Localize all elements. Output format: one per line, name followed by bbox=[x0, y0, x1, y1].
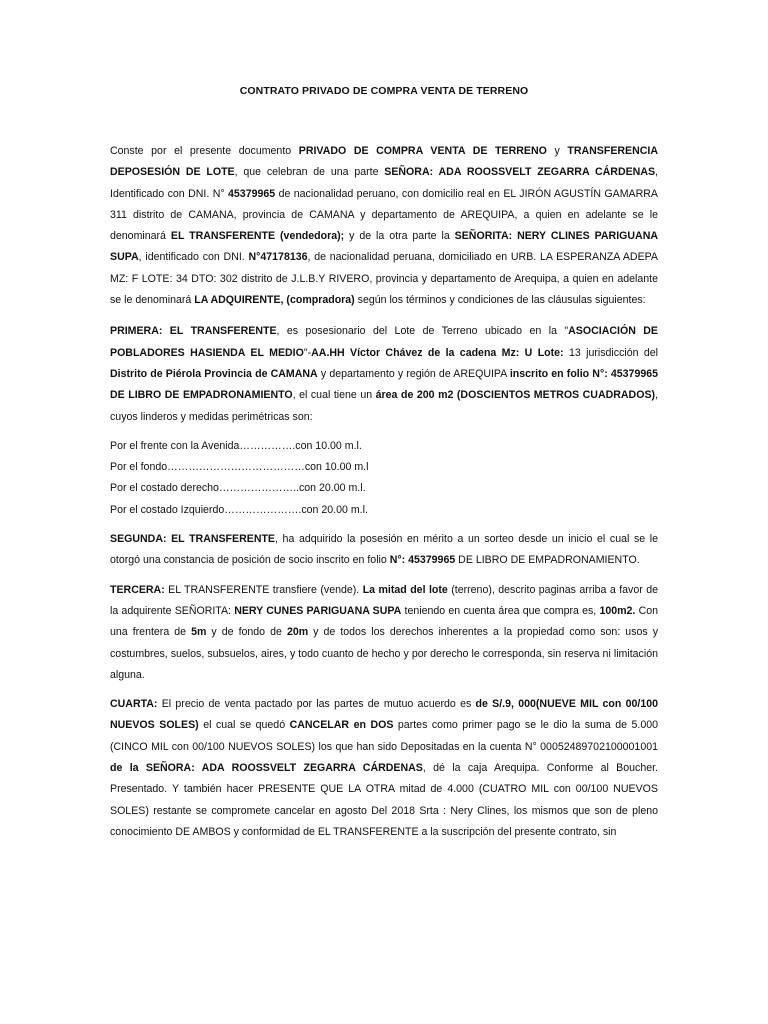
bold-text-run: SEÑORITA: NERY CLINES PARIGUANA SUPA bbox=[110, 230, 658, 264]
text-run: de nacionalidad peruano, con domicilio real en EL JIRÓN AGUSTÍN GAMARRA 311 distrito de CAMANA, provincia de CAMANA y departamento de AREQUIPA, a quien en adelante se le denominará bbox=[110, 187, 658, 243]
bold-text-run: Distrito de Piérola Provincia de CAMANA bbox=[110, 367, 318, 380]
bold-text-run: ASOCIACIÓN DE POBLADORES HASIENDA EL MEDIO bbox=[110, 325, 658, 359]
bold-text-run: PRIMERA: EL TRANSFERENTE bbox=[110, 325, 277, 338]
bold-text-run: AA.HH Víctor Chávez de la cadena Mz: U Lote: bbox=[311, 346, 564, 359]
boundary-front: Por el frente con la Avenida…………….con 10.00 m.l. bbox=[110, 439, 362, 452]
text-run: Conste por el presente documento bbox=[110, 145, 299, 157]
text-run: "- bbox=[303, 346, 312, 359]
intro-paragraph bbox=[110, 141, 658, 311]
text-run: , Identificado con DNI. N° bbox=[110, 166, 658, 200]
text-run: , ha adquirido la posesión en mérito a un sorteo desde un inicio el cual se le otorgó una constancia de posición de socio inscrito en folio bbox=[110, 533, 658, 567]
boundaries-list bbox=[110, 436, 658, 521]
clause-cuarta bbox=[110, 694, 658, 843]
bold-text-run: N°47178136 bbox=[248, 251, 308, 264]
text-run: el cual se quedó bbox=[198, 719, 290, 732]
text-run: teniendo en cuenta área que compra es, bbox=[401, 604, 600, 617]
text-run: , que celebran de una parte bbox=[234, 166, 385, 179]
bold-text-run: área de 200 m2 (DOSCIENTOS METROS CUADRADOS) bbox=[375, 389, 656, 402]
text-run: EL TRANSFERENTE transfiere (vende). bbox=[164, 583, 363, 596]
text-run: , de nacionalidad peruana, domiciliado en URB. LA ESPERANZA ADEPA MZ: F LOTE: 34 DTO: 302 distrito de J.L.B.Y RIVERO, provincia y departamento de Arequipa, a quien en adelante se le denominará bbox=[110, 251, 658, 307]
text-run: El precio de venta pactado por las partes de mutuo acuerdo es bbox=[157, 698, 476, 711]
text-run: y departamento y región de AREQUIPA bbox=[317, 367, 510, 380]
text-run: DE LIBRO DE EMPADRONAMIENTO. bbox=[455, 554, 640, 567]
text-run: 13 jurisdicción del bbox=[563, 346, 658, 359]
text-run: según los términos y condiciones de las cláusulas siguientes: bbox=[354, 294, 646, 307]
bold-text-run: N°: 45379965 bbox=[389, 554, 456, 567]
bold-text-run: EL TRANSFERENTE (vendedora); bbox=[170, 230, 345, 243]
bold-text-run: 100m2. bbox=[599, 604, 636, 617]
clause-segunda bbox=[110, 529, 658, 572]
bold-text-run: PRIVADO DE COMPRA VENTA DE TERRENO bbox=[298, 145, 547, 157]
text-run: y de fondo de bbox=[206, 626, 287, 639]
text-run: Con una frentera de bbox=[110, 604, 658, 639]
text-run: y bbox=[546, 145, 568, 157]
bold-text-run: inscrito en folio N°: 45379965 DE LIBRO DE EMPADRONAMIENTO bbox=[110, 367, 659, 402]
bold-text-run: 45379965 bbox=[228, 187, 276, 200]
bold-text-run: La mitad del lote bbox=[362, 583, 448, 596]
text-run: (terreno), descrito paginas arriba a favor de la adquirente SEÑORITA: bbox=[110, 583, 658, 617]
bold-text-run: 20m bbox=[286, 626, 309, 639]
bold-text-run: TERCERA: bbox=[110, 583, 165, 596]
bold-text-run: TRANSFERENCIA DEPOSESIÓN DE LOTE bbox=[110, 145, 658, 179]
bold-text-run: SEÑORA: ADA ROOSSVELT ZEGARRA CÁRDENAS bbox=[384, 166, 656, 179]
bold-text-run: LA ADQUIRENTE, (compradora) bbox=[194, 294, 355, 307]
document-body bbox=[110, 141, 658, 843]
clause-primera bbox=[110, 321, 658, 427]
text-run: , el cual tiene un bbox=[292, 389, 376, 402]
bold-text-run: de S/.9, 000(NUEVE MIL con 00/100 NUEVOS SOLES) bbox=[110, 698, 658, 732]
text-run: , es posesionario del Lote de Terreno ubicado en la " bbox=[276, 325, 569, 338]
bold-text-run: NERY CUNES PARIGUANA SUPA bbox=[234, 604, 402, 617]
boundary-right: Por el costado derecho…………………..con 20.00 m.l. bbox=[110, 482, 366, 495]
boundary-back: Por el fondo…………………………………con 10.00 m.l bbox=[110, 461, 369, 474]
text-run: partes como primer pago se le dio la suma de 5.000 (CINCO MIL con 00/100 NUEVOS SOLES) los que han sido Depositadas en la cuenta N° 00052489702100001001 bbox=[110, 719, 659, 753]
bold-text-run: SEGUNDA: EL TRANSFERENTE bbox=[110, 533, 275, 546]
boundary-left: Por el costado Izquierdo………………….con 20.00 m.l. bbox=[110, 503, 368, 516]
bold-text-run: 5m bbox=[191, 626, 207, 639]
text-run: , identificado con DNI. bbox=[138, 251, 249, 264]
bold-text-run: CUARTA: bbox=[110, 698, 158, 711]
bold-text-run: de la SEÑORA: ADA ROOSSVELT ZEGARRA CÁRDENAS bbox=[110, 762, 423, 775]
text-run: y de la otra parte la bbox=[344, 230, 455, 243]
text-run: , cuyos linderos y medidas perimétricas son: bbox=[110, 389, 658, 423]
text-run: , dé la caja Arequipa. Conforme al Boucher. Presentado. Y también hacer PRESENTE QUE LA OTRA mitad de 4.000 (CUATRO MIL con 00/100 NUEVOS SOLES) restante se compromete cancelar en agosto Del 2018 Srta : Nery Clines, los mismos que son de pleno conocimiento DE AMBOS y conformidad de EL TRANSFERENTE a la suscripción del presente contrato, sin bbox=[110, 762, 658, 838]
bold-text-run: CANCELAR en DOS bbox=[289, 719, 394, 732]
document-title: CONTRATO PRIVADO DE COMPRA VENTA DE TERRENO bbox=[239, 85, 529, 97]
clause-tercera bbox=[110, 580, 658, 686]
text-run: y de todos los derechos inherentes a la propiedad como son: usos y costumbres, suelos, subsuelos, aires, y todo cuanto de hecho y por derecho le corresponda, sin reserva ni limitación alguna. bbox=[110, 626, 659, 681]
